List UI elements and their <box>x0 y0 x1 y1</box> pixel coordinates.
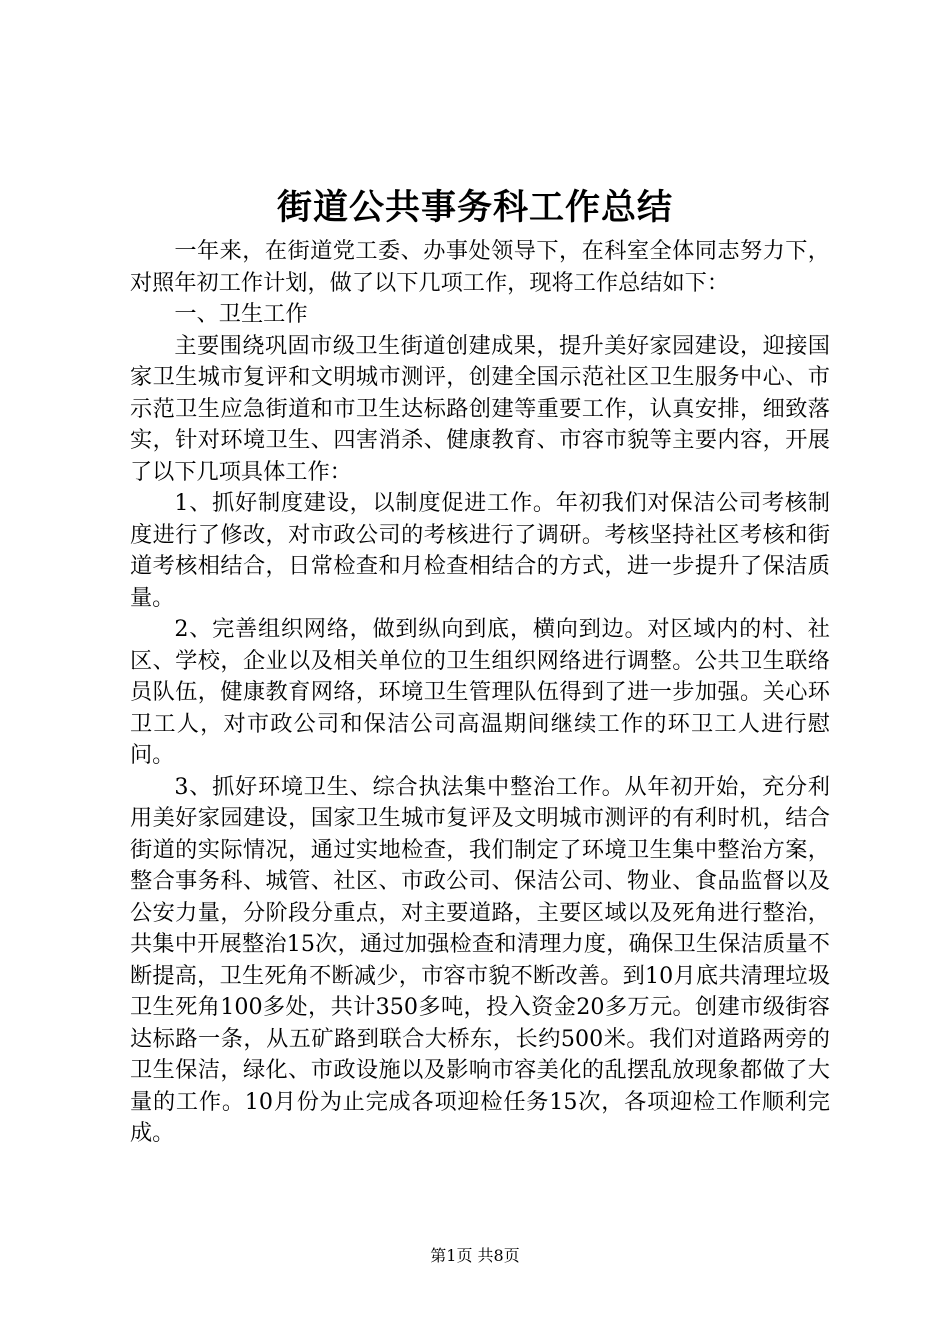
intro-paragraph: 一年来，在街道党工委、办事处领导下，在科室全体同志努力下，对照年初工作计划，做了以下几项工作，现将工作总结如下： <box>130 238 830 296</box>
section-heading-hygiene: 一、卫生工作 <box>174 301 308 327</box>
item-2-paragraph: 2、完善组织网络，做到纵向到底，横向到边。对区域内的村、社区、学校，企业以及相关单位的卫生组织网络进行调整。公共卫生联络员队伍，健康教育网络，环境卫生管理队伍得到了进一步加强。关心环卫工人，对市政公司和保洁公司高温期间继续工作的环卫工人进行慰问。 <box>130 616 830 768</box>
item-1-paragraph: 1、抓好制度建设，以制度促进工作。年初我们对保洁公司考核制度进行了修改，对市政公司的考核进行了调研。考核坚持社区考核和街道考核相结合，日常检查和月检查相结合的方式，进一步提升了保洁质量。 <box>130 490 830 611</box>
hygiene-overview-paragraph: 主要围绕巩固市级卫生街道创建成果，提升美好家园建设，迎接国家卫生城市复评和文明城市测评，创建全国示范社区卫生服务中心、市示范卫生应急街道和市卫生达标路创建等重要工作，认真安排，细致落实，针对环境卫生、四害消杀、健康教育、市容市貌等主要内容，开展了以下几项具体工作： <box>130 332 830 485</box>
page-footer: 第1页 共8页 <box>430 1246 520 1265</box>
item-3-paragraph: 3、抓好环境卫生、综合执法集中整治工作。从年初开始，充分利用美好家园建设，国家卫生城市复评及文明城市测评的有利时机，结合街道的实际情况，通过实地检查，我们制定了环境卫生集中整治方案，整合事务科、城管、社区、市政公司、保洁公司、物业、食品监督以及公安力量，分阶段分重点，对主要道路，主要区域以及死角进行整治，共集中开展整治15次，通过加强检查和清理力度，确保卫生保洁质量不断提高，卫生死角不断减少，市容市貌不断改善。到10月底共清理垃圾卫生死角100多处，共计350多吨，投入资金20多万元。创建市级街容达标路一条，从五矿路到联合大桥东，长约500米。我们对道路两旁的卫生保洁，绿化、市政设施以及影响市容美化的乱摆乱放现象都做了大量的工作。10月份为止完成各项迎检任务15次，各项迎检工作顺利完成。 <box>130 773 830 1146</box>
document-title: 街道公共事务科工作总结 <box>276 187 673 228</box>
document-body <box>130 236 830 1150</box>
